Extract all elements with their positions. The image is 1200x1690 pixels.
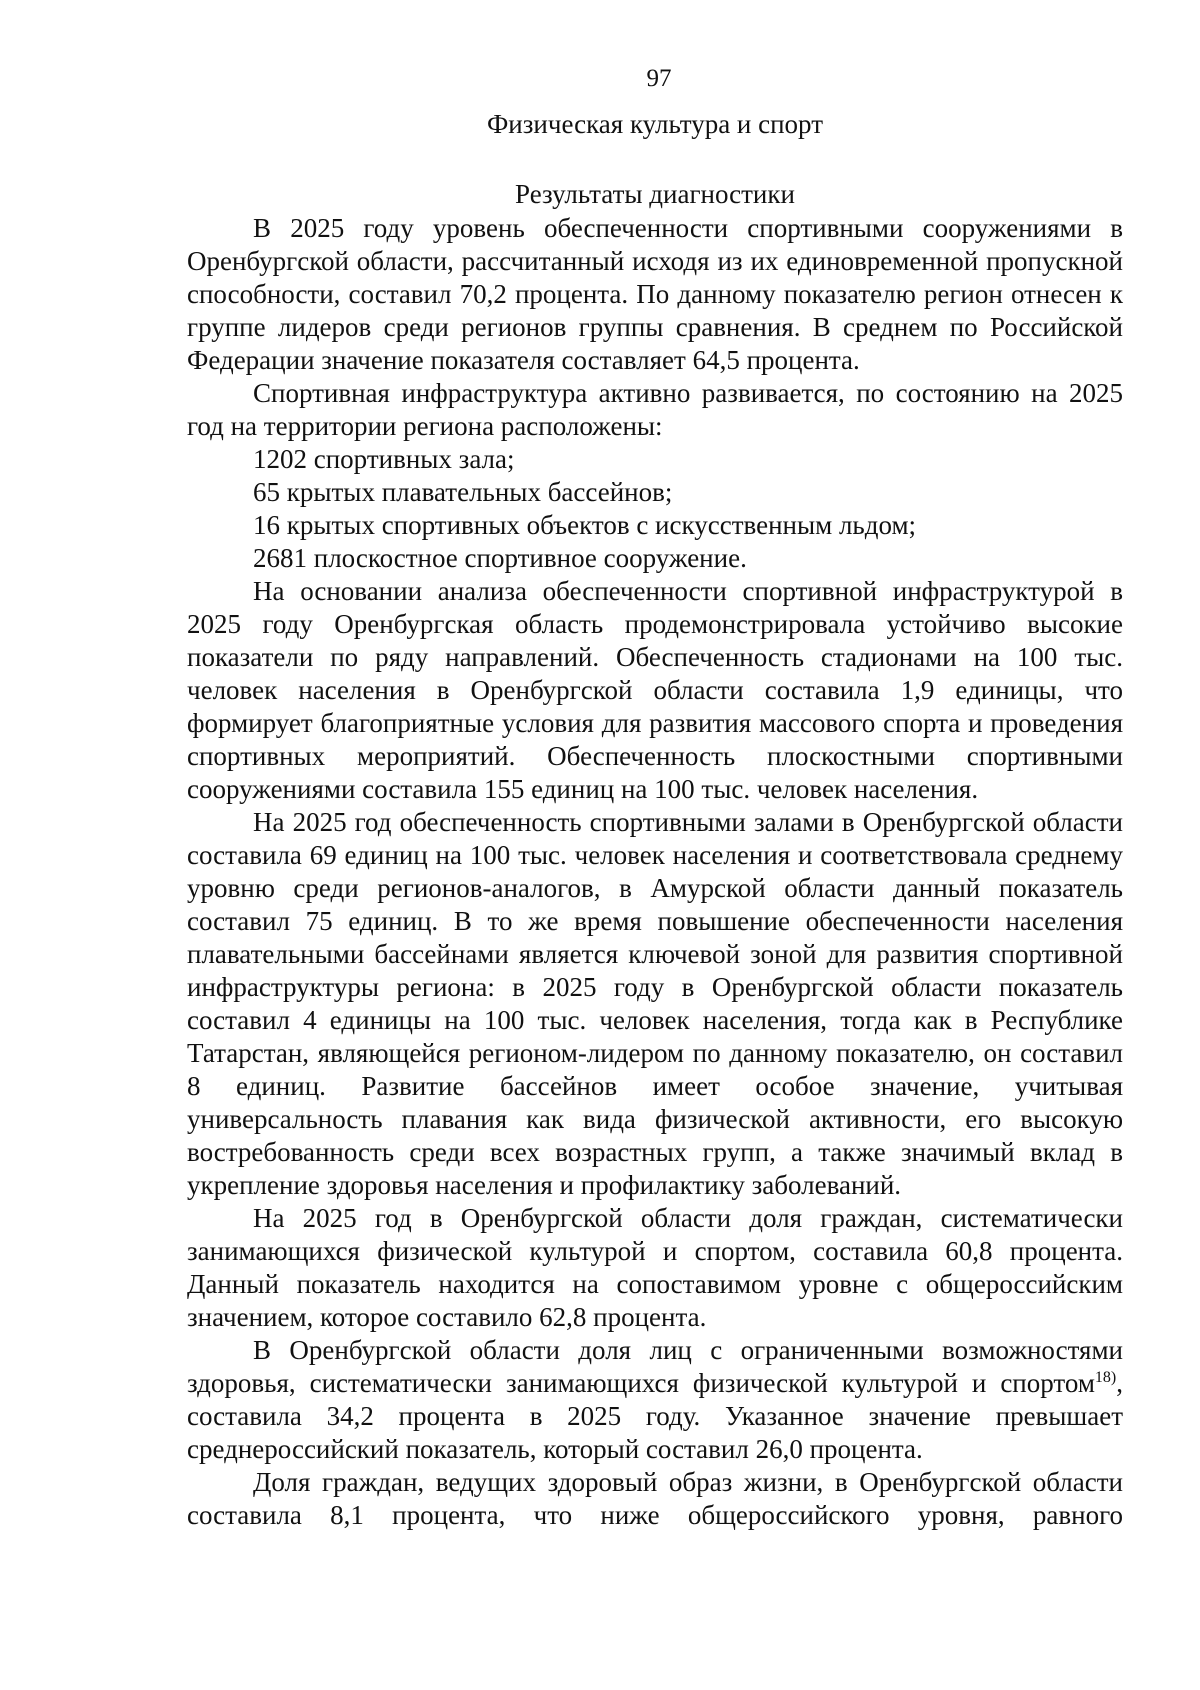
paragraph: Доля граждан, ведущих здоровый образ жизни, в Оренбургской области составила 8,1 процента, что ниже общероссийского уровня, равного xyxy=(187,1467,1123,1530)
paragraph: На 2025 год в Оренбургской области доля граждан, систематически занимающихся физической культурой и спортом, составила 60,8 процента. Данный показатель находится на сопоставимом уровне с общероссийским значением, которое составило 62,8 процента. xyxy=(187,1203,1123,1332)
paragraph-text-part: В Оренбургской области доля лиц с ограниченными возможностями здоровья, систематически занимающихся физической культурой и спортом xyxy=(187,1335,1123,1398)
page-number: 97 xyxy=(646,65,672,92)
paragraph-with-footnote xyxy=(187,1334,1123,1466)
document-page xyxy=(187,60,1123,1532)
paragraph: Спортивная инфраструктура активно развивается, по состоянию на 2025 год на территории региона расположены: xyxy=(187,378,1123,441)
paragraph: В 2025 году уровень обеспеченности спортивными сооружениями в Оренбургской области, рассчитанный исходя из их единовременной пропускной способности, составил 70,2 процента. По данному показателю регион отнесен к группе лидеров среди регионов группы сравнения. В среднем по Российской Федерации значение показателя составляет 64,5 процента. xyxy=(187,213,1123,375)
list-item: 2681 плоскостное спортивное сооружение. xyxy=(253,543,747,573)
list-item: 65 крытых плавательных бассейнов; xyxy=(253,477,673,507)
body-text xyxy=(187,212,1123,1532)
footnote-marker: 18) xyxy=(1094,1369,1117,1386)
paragraph: На основании анализа обеспеченности спортивной инфраструктурой в 2025 году Оренбургская область продемонстрировала устойчиво высокие показатели по ряду направлений. Обеспеченность стадионами на 100 тыс. человек населения в Оренбургской области составила 1,9 единицы, что формирует благоприятные условия для развития массового спорта и проведения спортивных мероприятий. Обеспеченность плоскостными спортивными сооружениями составила 155 единиц на 100 тыс. человек населения. xyxy=(187,576,1123,804)
section-title: Физическая культура и спорт xyxy=(486,109,824,139)
paragraph-text-part: , составила 34,2 процента в 2025 году. Указанное значение превышает среднероссийский показатель, который составил 26,0 процента. xyxy=(187,1368,1123,1464)
list-item: 16 крытых спортивных объектов с искусственным льдом; xyxy=(253,510,917,540)
paragraph: На 2025 год обеспеченность спортивными залами в Оренбургской области составила 69 единиц на 100 тыс. человек населения и соответствовала среднему уровню среди регионов-аналогов, в Амурской области данный показатель составил 75 единиц. В то же время повышение обеспеченности населения плавательными бассейнами является ключевой зоной для развития спортивной инфраструктуры региона: в 2025 году в Оренбургской области показатель составил 4 единицы на 100 тыс. человек населения, тогда как в Республике Татарстан, являющейся регионом-лидером по данному показателю, он составил 8 единиц. Развитие бассейнов имеет особое значение, учитывая универсальность плавания как вида физической активности, его высокую востребованность среди всех возрастных групп, а также значимый вклад в укрепление здоровья населения и профилактику заболеваний. xyxy=(187,807,1123,1200)
subsection-title: Результаты диагностики xyxy=(515,179,795,209)
list-item: 1202 спортивных зала; xyxy=(253,444,515,474)
